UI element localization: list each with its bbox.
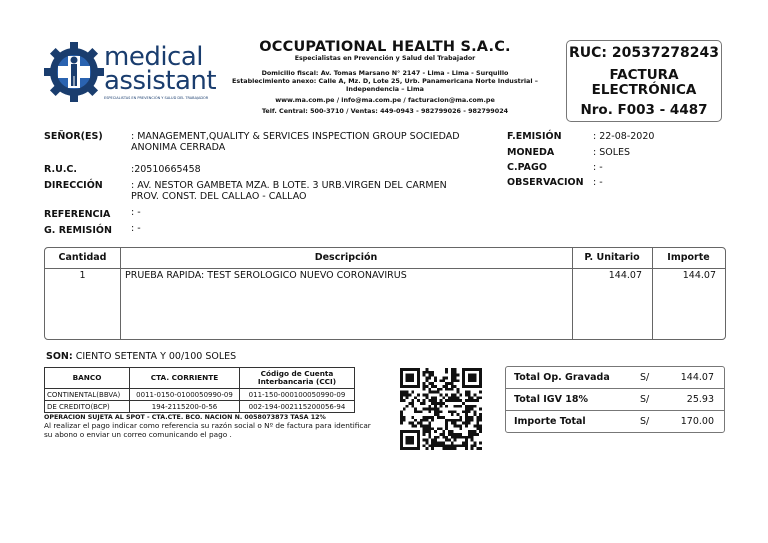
fiscal-address: Domicilio fiscal: Av. Tomas Marsano N° 2147 - Lima - Lima - Surquillo bbox=[261, 69, 509, 77]
item-qty: 1 bbox=[79, 270, 86, 281]
moneda-value: : SOLES bbox=[593, 147, 631, 158]
emision-label: F.EMISIÓN bbox=[507, 131, 562, 142]
totals-table bbox=[505, 366, 725, 433]
header-cantidad: Cantidad bbox=[58, 252, 107, 263]
bank-cci: 011-150-000100050990-09 bbox=[240, 389, 355, 401]
bank-account: 194-2115200-0-56 bbox=[130, 401, 240, 413]
bank-account: 0011-0150-0100050990-09 bbox=[130, 389, 240, 401]
document-type-line1: FACTURA bbox=[609, 67, 679, 83]
item-amount: 144.07 bbox=[682, 270, 716, 281]
spot-note: OPERACION SUJETA AL SPOT - CTA.CTE. BCO. NACION N. 0058073873 TASA 12% bbox=[44, 414, 326, 421]
company-web: www.ma.com.pe / info@ma.com.pe / facturacion@ma.com.pe bbox=[275, 96, 495, 104]
referencia-label: REFERENCIA bbox=[44, 209, 111, 220]
bank-header: BANCO bbox=[45, 368, 130, 389]
item-unit-price: 144.07 bbox=[608, 270, 642, 281]
total-igv-value: 25.93 bbox=[674, 389, 724, 411]
observacion-value: : - bbox=[593, 177, 603, 188]
logo-tagline: ESPECIALISTAS EN PREVENCIÓN Y SALUD DEL TRABAJADOR bbox=[104, 96, 209, 100]
document-type-line2: ELECTRÓNICA bbox=[591, 82, 697, 98]
emision-value: : 22-08-2020 bbox=[593, 131, 655, 142]
importe-total-value: 170.00 bbox=[680, 416, 714, 427]
importe-total-label: Importe Total bbox=[514, 416, 586, 427]
cpago-label: C.PAGO bbox=[507, 162, 547, 173]
column-divider bbox=[652, 248, 653, 339]
column-divider bbox=[572, 248, 573, 339]
header-divider bbox=[45, 268, 725, 269]
son-label: SON: bbox=[46, 351, 73, 362]
company-header bbox=[210, 40, 560, 115]
total-igv-label: Total IGV 18% bbox=[506, 389, 636, 411]
item-description: PRUEBA RAPIDA: TEST SEROLOGICO NUEVO CORONAVIRUS bbox=[125, 270, 407, 281]
referencia-value: : - bbox=[131, 207, 141, 218]
company-logo bbox=[44, 40, 217, 110]
annex-address: Establecimiento anexo: Calle A, Mz. D, Lote 25, Urb. Panamericana Norte Industrial – Independencia – Lima bbox=[232, 77, 538, 93]
observacion-label: OBSERVACION bbox=[507, 177, 584, 188]
column-divider bbox=[120, 248, 121, 339]
bank-cci: 002-194-002115200056-94 bbox=[240, 401, 355, 413]
importe-total-currency: S/ bbox=[640, 416, 650, 427]
bank-accounts-table bbox=[44, 367, 355, 413]
gear-medical-cross-icon bbox=[44, 42, 104, 102]
amount-in-words bbox=[46, 351, 236, 362]
items-table bbox=[44, 247, 726, 340]
total-igv-currency: S/ bbox=[636, 389, 674, 411]
ruc-label: R.U.C. bbox=[44, 164, 78, 175]
account-header: CTA. CORRIENTE bbox=[130, 368, 240, 389]
bank-name: CONTINENTAL(BBVA) bbox=[45, 389, 130, 401]
bank-name: DE CREDITO(BCP) bbox=[45, 401, 130, 413]
document-id-box bbox=[566, 40, 722, 122]
header-importe: Importe bbox=[667, 252, 710, 263]
document-number: Nro. F003 - 4487 bbox=[580, 102, 708, 118]
remision-value: : - bbox=[131, 223, 141, 234]
direccion-value: : AV. NESTOR GAMBETA MZA. B LOTE. 3 URB.VIRGEN DEL CARMEN PROV. CONST. DEL CALLAO - CALLAO bbox=[131, 180, 447, 202]
total-gravada-value: 144.07 bbox=[674, 367, 724, 389]
ruc-value: :20510665458 bbox=[131, 164, 201, 175]
direccion-label: DIRECCIÓN bbox=[44, 180, 103, 191]
moneda-label: MONEDA bbox=[507, 147, 555, 158]
issuer-ruc: RUC: 20537278243 bbox=[568, 45, 720, 61]
company-name: OCCUPATIONAL HEALTH S.A.C. bbox=[259, 39, 511, 55]
company-phones: Telf. Central: 500-3710 / Ventas: 449-0943 - 982799026 - 982799024 bbox=[261, 107, 509, 115]
payment-note: Al realizar el pago indicar como referencia su razón social o Nº de factura para identificar su abono o enviar un correo comunicando el pago . bbox=[44, 421, 371, 439]
qr-code bbox=[400, 368, 482, 450]
company-slogan: Especialistas en Prevención y Salud del Trabajador bbox=[294, 55, 476, 62]
remision-label: G. REMISIÓN bbox=[44, 225, 112, 236]
cci-header: Código de Cuenta Interbancaria (CCI) bbox=[240, 368, 355, 389]
senor-value: : MANAGEMENT,QUALITY & SERVICES INSPECTION GROUP SOCIEDAD ANONIMA CERRADA bbox=[131, 131, 460, 153]
son-value: CIENTO SETENTA Y 00/100 SOLES bbox=[72, 351, 237, 362]
senor-label: SEÑOR(ES) bbox=[44, 131, 103, 142]
total-gravada-currency: S/ bbox=[636, 367, 674, 389]
header-unit-price: P. Unitario bbox=[584, 252, 640, 263]
header-descripcion: Descripción bbox=[314, 252, 378, 263]
cpago-value: : - bbox=[593, 162, 603, 173]
total-gravada-label: Total Op. Gravada bbox=[506, 367, 636, 389]
logo-word-medical: medical bbox=[104, 42, 204, 72]
logo-word-assistant: assistant bbox=[104, 66, 217, 96]
